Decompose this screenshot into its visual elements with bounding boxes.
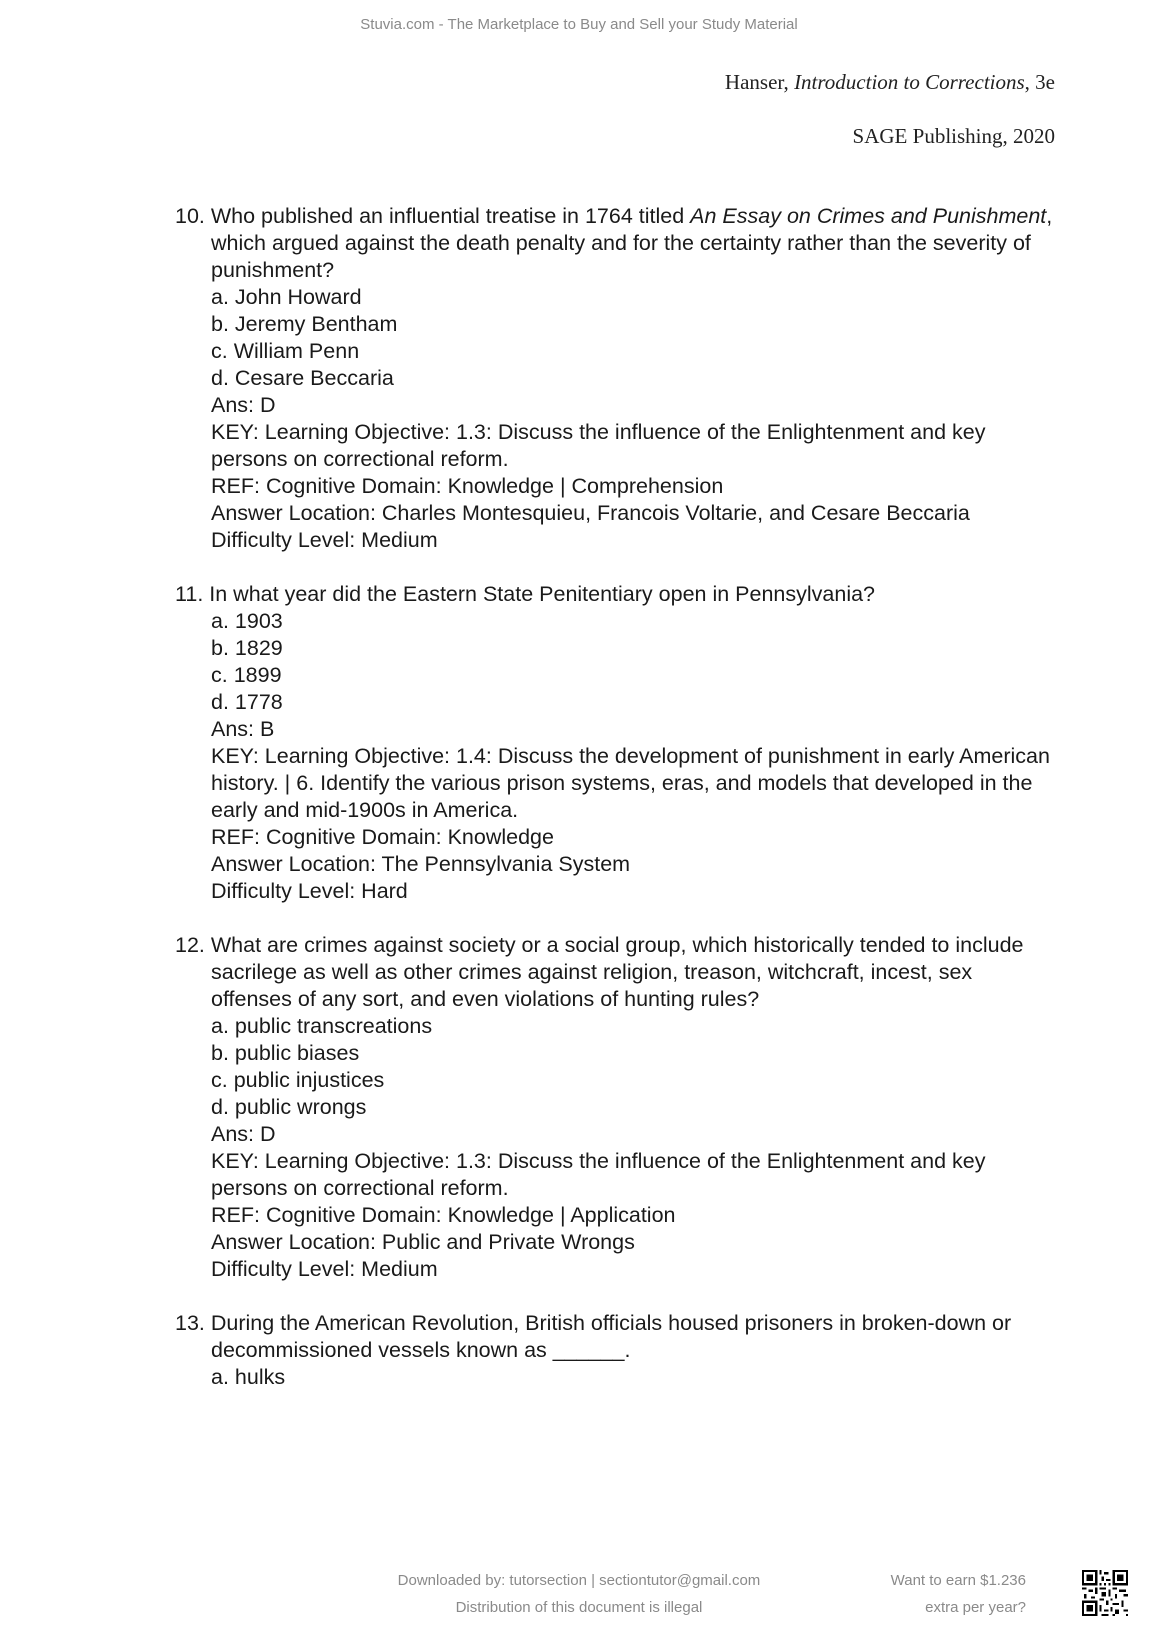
question-number: 13. xyxy=(175,1311,205,1335)
book-title: Introduction to Corrections xyxy=(794,70,1025,94)
difficulty-level: Difficulty Level: Medium xyxy=(211,1257,438,1281)
author: Hanser, xyxy=(724,70,795,94)
option-b: b. 1829 xyxy=(211,636,283,660)
option-a: a. 1903 xyxy=(211,609,283,633)
downloaded-by: Downloaded by: tutorsection | sectiontutor@gmail.com xyxy=(397,1572,761,1589)
answer-location: Answer Location: Charles Montesquieu, Francois Voltarie, and Cesare Beccaria xyxy=(211,501,970,525)
question-number: 11. xyxy=(175,582,204,606)
question-stem xyxy=(175,581,1055,608)
question-12 xyxy=(175,932,1055,1283)
stuvia-banner[interactable]: Stuvia.com - The Marketplace to Buy and Sell your Study Material xyxy=(360,16,798,33)
edition: , 3e xyxy=(1024,70,1055,94)
answer: Ans: D xyxy=(211,1122,276,1146)
option-b: b. Jeremy Bentham xyxy=(211,312,398,336)
difficulty-level: Difficulty Level: Hard xyxy=(211,879,408,903)
earn-promo-line-1[interactable]: Want to earn $1.236 xyxy=(890,1572,1026,1589)
cognitive-domain: REF: Cognitive Domain: Knowledge | Application xyxy=(211,1203,676,1227)
option-d: d. 1778 xyxy=(211,690,283,714)
answer: Ans: D xyxy=(211,393,276,417)
question-13 xyxy=(175,1310,1055,1391)
stem-text: During the American Revolution, British officials housed prisoners in broken-down or decommissioned vessels known as ______. xyxy=(210,1311,1012,1362)
option-a: a. John Howard xyxy=(211,285,362,309)
difficulty-level: Difficulty Level: Medium xyxy=(211,528,438,552)
answer-location: Answer Location: Public and Private Wrongs xyxy=(211,1230,635,1254)
option-d: d. Cesare Beccaria xyxy=(211,366,394,390)
question-stem xyxy=(175,1310,1055,1364)
answer: Ans: B xyxy=(211,717,275,741)
stem-text: In what year did the Eastern State Penitentiary open in Pennsylvania? xyxy=(209,582,876,606)
stem-text: Who published an influential treatise in 1764 titled xyxy=(210,204,691,228)
treatise-title: An Essay on Crimes and Punishment xyxy=(690,204,1047,228)
question-11 xyxy=(175,581,1055,905)
option-d: d. public wrongs xyxy=(211,1095,367,1119)
cognitive-domain: REF: Cognitive Domain: Knowledge xyxy=(211,825,554,849)
learning-objective: KEY: Learning Objective: 1.3: Discuss the influence of the Enlightenment and key persons on correctional reform. xyxy=(211,420,986,471)
option-a: a. public transcreations xyxy=(211,1014,433,1038)
option-b: b. public biases xyxy=(211,1041,360,1065)
question-number: 10. xyxy=(175,204,205,228)
option-c: c. 1899 xyxy=(211,663,282,687)
stem-text: , which argued against the death penalty and for the certainty rather than the severity of punishment? xyxy=(211,204,1053,282)
learning-objective: KEY: Learning Objective: 1.3: Discuss the influence of the Enlightenment and key persons on correctional reform. xyxy=(211,1149,986,1200)
earn-promo-line-2[interactable]: extra per year? xyxy=(925,1599,1026,1616)
option-a: a. hulks xyxy=(211,1365,286,1389)
book-citation xyxy=(725,70,1055,95)
qr-code-icon[interactable] xyxy=(1082,1570,1128,1616)
question-stem xyxy=(175,932,1055,1013)
question-number: 12. xyxy=(175,933,205,957)
learning-objective: KEY: Learning Objective: 1.4: Discuss the development of punishment in early American history. | 6. Identify the various prison systems, eras, and models that developed in the early and mid-1900s in America. xyxy=(211,744,1050,822)
stem-text: What are crimes against society or a social group, which historically tended to include sacrilege as well as other crimes against religion, treason, witchcraft, incest, sex offenses of any sort, and even violations of hunting rules? xyxy=(210,933,1024,1011)
option-c: c. William Penn xyxy=(211,339,360,363)
question-10 xyxy=(175,203,1055,554)
option-c: c. public injustices xyxy=(211,1068,385,1092)
question-stem xyxy=(175,203,1055,284)
distribution-notice: Distribution of this document is illegal xyxy=(455,1599,703,1616)
cognitive-domain: REF: Cognitive Domain: Knowledge | Comprehension xyxy=(211,474,724,498)
answer-location: Answer Location: The Pennsylvania System xyxy=(211,852,631,876)
publisher: SAGE Publishing, 2020 xyxy=(852,124,1055,148)
question-list xyxy=(175,203,1055,1418)
